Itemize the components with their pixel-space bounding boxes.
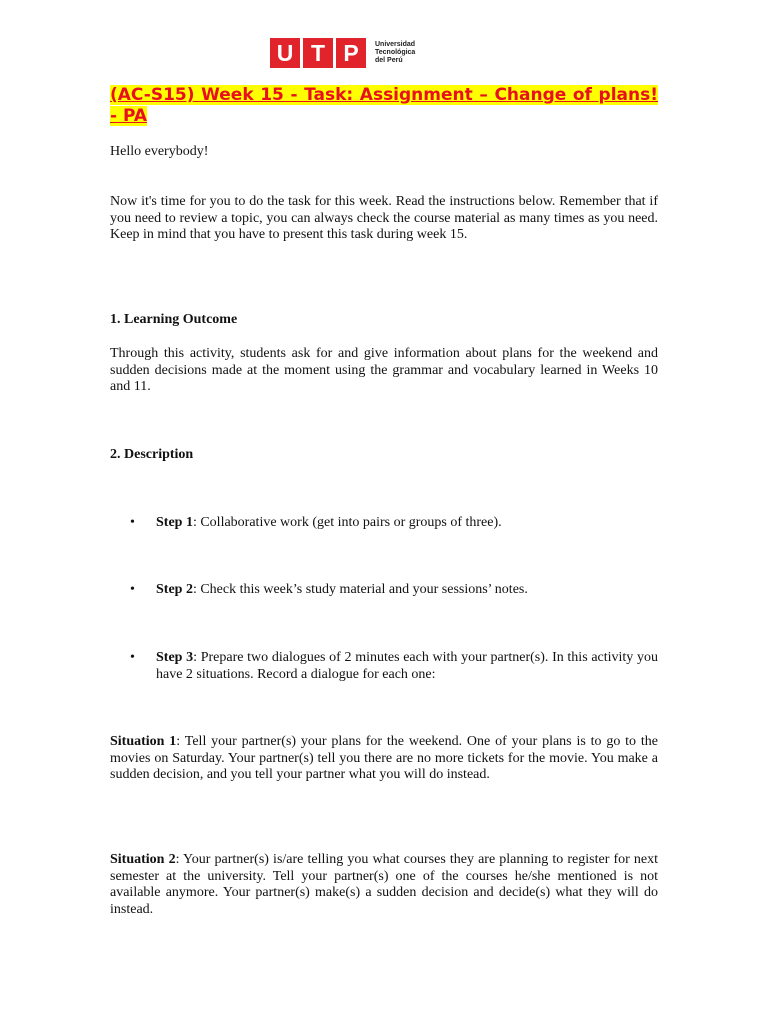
bullet-icon: • bbox=[130, 515, 135, 530]
situation-text: : Your partner(s) is/are telling you what courses they are planning to register for next semester at the university. Tell your partner(s) one of the courses he/she mentioned is not available anymore. Your partner(s) make(s) a sudden decision and decide(s) what they will do instead. bbox=[110, 852, 658, 917]
intro-paragraph: Now it's time for you to do the task for this week. Read the instructions below. Remember that if you need to review a topic, you can always check the course material as many times as you need. Keep in mind that you have to present this task during week 15. bbox=[110, 194, 658, 242]
heading-text: 2. Description bbox=[110, 447, 194, 462]
situation-1-paragraph bbox=[110, 734, 658, 784]
utp-logo bbox=[270, 38, 415, 68]
list-item-step-2 bbox=[130, 582, 658, 599]
logo-letter-p: P bbox=[336, 38, 366, 68]
heading-text: 1. Learning Outcome bbox=[110, 312, 238, 327]
title-highlight bbox=[110, 85, 658, 126]
logo-letter-u: U bbox=[270, 38, 300, 68]
list-item-step-3 bbox=[130, 650, 658, 683]
step-text: : Prepare two dialogues of 2 minutes each with your partner(s). In this activity you have 2 situations. Record a dialogue for each one: bbox=[156, 650, 658, 682]
section-heading-learning-outcome bbox=[110, 312, 658, 329]
bullet-icon: • bbox=[130, 582, 135, 597]
step-label: Step 2 bbox=[156, 582, 193, 597]
situation-2-paragraph bbox=[110, 852, 658, 918]
section-heading-description bbox=[110, 447, 658, 464]
logo-line-1: Universidad bbox=[375, 41, 416, 48]
logo-text bbox=[375, 41, 415, 65]
step-label: Step 1 bbox=[156, 515, 193, 530]
step-text: : Check this week’s study material and your sessions’ notes. bbox=[192, 582, 528, 597]
step-text: : Collaborative work (get into pairs or groups of three). bbox=[192, 515, 502, 530]
logo-line-2: Tecnológica bbox=[375, 49, 416, 56]
situation-label: Situation 2 bbox=[110, 852, 176, 867]
step-label: Step 3 bbox=[156, 650, 194, 665]
greeting: Hello everybody! bbox=[110, 144, 209, 159]
title-text: (AC-S15) Week 15 - Task: Assignment – Change of plans! - PA bbox=[110, 85, 658, 126]
page-title bbox=[110, 85, 658, 127]
situation-label: Situation 1 bbox=[110, 734, 177, 749]
situation-text: : Tell your partner(s) your plans for the weekend. One of your plans is to go to the movies on Saturday. Your partner(s) tell you there are no more tickets for the movie. You make a sudden decision, and you tell your partner what you will do instead. bbox=[110, 734, 658, 782]
logo-line-3: del Perú bbox=[375, 57, 403, 64]
learning-outcome-paragraph: Through this activity, students ask for and give information about plans for the weekend and sudden decisions made at the moment using the grammar and vocabulary learned in Weeks 10 and 11. bbox=[110, 346, 658, 394]
list-item-step-1 bbox=[130, 515, 658, 532]
bullet-icon: • bbox=[130, 650, 135, 665]
logo-letter-t: T bbox=[303, 38, 333, 68]
